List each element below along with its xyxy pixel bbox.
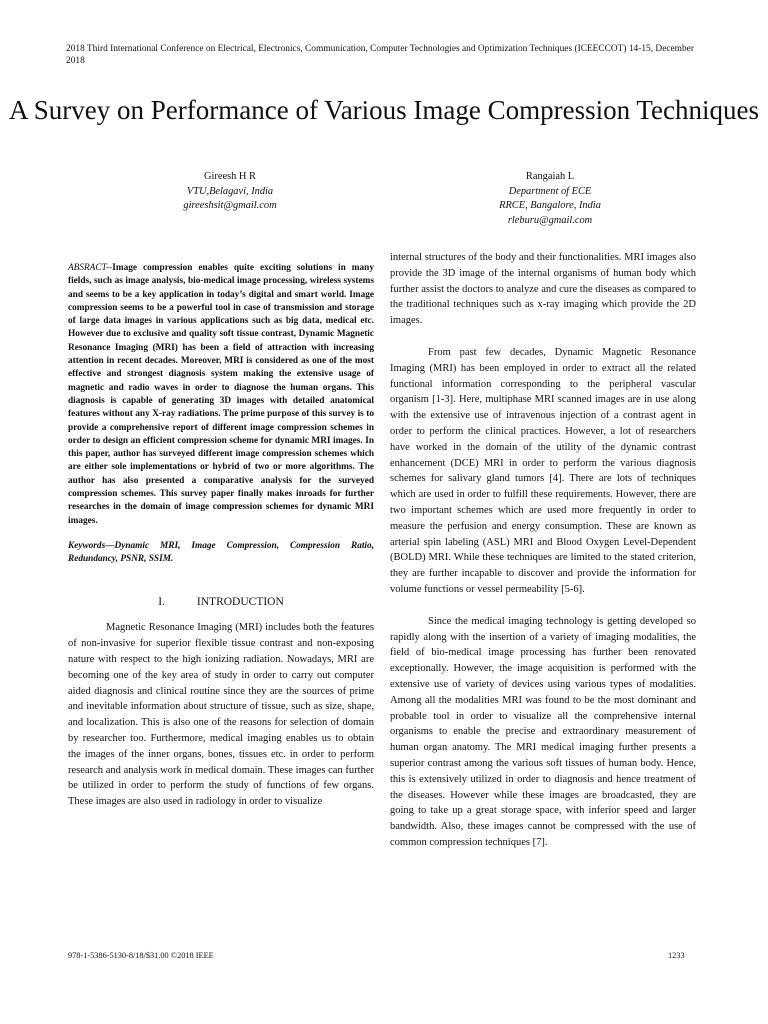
abstract-text: Image compression enables quite exciting solutions in many fields, such as image analysis, bio-medical image processing, wireless systems and seems to be a key application in today’s digital and smart world. Image compression seems to be a powerful tool in case of transmission and storage of large data images in various applications such as big data, medical etc. However due to exclusive and quality soft tissue contrast, Dynamic Magnetic Resonance Imaging (MRI) has been a field of attraction with increasing attention in recent decades. Moreover, MRI is considered as one of the most effective and strongest diagnosis system making the extensive usage of magnetic and radio waves in order to diagnose the human organs. This diagnosis is capable of generating 3D images with detailed anatomical features without any X-ray radiations. The prime purpose of this survey is to provide a comprehensive report of different image compression schemes in order to design an efficient compression scheme for dynamic MRI images. In this paper, author has surveyed different image compression schemes which are either sole implementations or hybrid of two or more algorithms. The author has also presented a comparative analysis for the surveyed compression schemes. This survey paper finally makes inroads for further researches in the domain of image compression schemes for dynamic MRI images. xyxy=(68,263,374,526)
author-email: rleburu@gmail.com xyxy=(507,214,593,226)
right-paragraph-1: internal structures of the body and their functionalities. MRI images also provide the 3D image of the internal organisms of human body which further assist the doctors to analyze and cure the diseases as compared to the traditional techniques such as x-ray imaging which provide the 2D images. xyxy=(390,252,696,327)
author-email: gireeshsit@gmail.com xyxy=(183,200,277,211)
author-affiliation: Department of ECE xyxy=(508,185,592,197)
page-number: 1233 xyxy=(668,951,685,960)
keywords: Keywords—Dynamic MRI, Image Compression, Compression Ratio, Redundancy, PSNR, SSIM. xyxy=(68,540,374,565)
author-block-2 xyxy=(420,170,680,228)
paper-title: A Survey on Performance of Various Image Compression Techniques xyxy=(9,95,759,125)
author-block-1 xyxy=(100,170,360,214)
right-column xyxy=(390,250,696,851)
author-name: Rangaiah L xyxy=(525,171,575,182)
author-name: Gireesh H R xyxy=(204,171,256,182)
section-number: I. xyxy=(158,595,165,608)
right-paragraph-3: Since the medical imaging technology is getting developed so rapidly along with the insertion of a variety of imaging modalities, the field of bio-medical image processing has further been renovated exceptionally. However, the image acquisition is performed with the extensive use of variety of devices using various types of modalities. Among all the modalities MRI was found to be the most dominant and probable tool in order to visualize all the comprehensive internal organisms to enable the precise and extraordinary measurement of human organ anatomy. The MRI medical imaging further presents a superior contrast among the various soft tissues of human body. Hence, this is extensively utilized in order to diagnosis and hence treatment of the diseases. However while these images are broadcasted, they are going to take up a great storage space, with inferior speed and larger bandwidth. Also, these images cannot be compressed with the use of common compression techniques [7]. xyxy=(390,615,696,848)
section-heading-introduction xyxy=(68,595,374,611)
left-column xyxy=(68,262,374,810)
conference-header: 2018 Third International Conference on Electrical, Electronics, Communication, Computer Technologies and Optimization Techniques (ICEECCOT) 14-15, December 2018 xyxy=(66,44,694,66)
abstract xyxy=(68,262,374,528)
author-affiliation: VTU,Belagavi, India xyxy=(186,185,274,197)
section-title: INTRODUCTION xyxy=(196,595,284,608)
intro-paragraph-1: Magnetic Resonance Imaging (MRI) includes both the features of non-invasive for superior flexible tissue contrast and non-exposing nature with respect to the high ionizing radiation. Nowadays, MRI are becoming one of the key area of study in order to carry out computer aided diagnosis and clinical routine since they are the sources of prime and inevitable information about structure of tissue, such as size, shape, and localization. This is also one of the reasons for selection of domain by researcher too. Furthermore, medical imaging enables us to obtain the images of the inner organs, bones, tissues etc. in order to perform research and analysis work in medical domain. These images can further be utilized in order to perform the study of functions of few organs. These images are also used in radiology in order to visualize xyxy=(68,622,374,808)
footer-copyright: 978-1-5386-5130-8/18/$31.00 ©2018 IEEE xyxy=(68,951,214,960)
author-affiliation-2: RRCE, Bangalore, India xyxy=(499,200,601,211)
abstract-label: ABSRACT-- xyxy=(68,263,113,273)
right-paragraph-2: From past few decades, Dynamic Magnetic Resonance Imaging (MRI) has been employed in order to extract all the related functional information corresponding to the peripheral vascular organism [1-3]. Here, multiphase MRI scanned images are in use along with the extensive use of intravenous injection of a contrast agent in order to perform the clinical practices. However, a lot of researchers have worked in the domain of the utility of the dynamic contrast enhancement (DCE) MRI in order to perform the various diagnosis schemes for salivary gland tumors [4]. There are lots of techniques which are used in order to fulfill these requirements. However, there are two important schemes which are used more frequently in order to measure the perfusion and energy consumption. These are known as arterial spin labeling (ASL) MRI and Blood Oxygen Level-Dependent (BOLD) MRI. While these techniques are limited to the stated criterion, they are further incapable to discover and provide the information for volume functions or vessel permeability [5-6]. xyxy=(390,346,696,595)
